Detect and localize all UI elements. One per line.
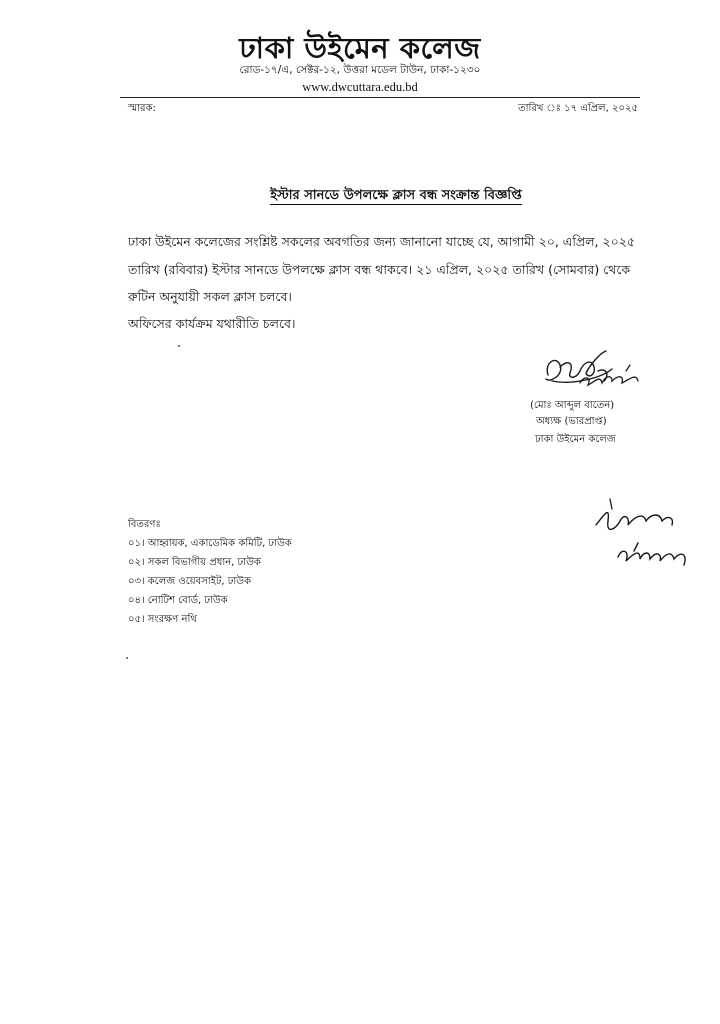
principal-signature: [540, 345, 660, 400]
distribution-item: ০১। আহ্বায়ক, একাডেমিক কমিটি, ঢাউক: [128, 538, 292, 549]
distribution-item: ০৫। সংরক্ষণ নথি: [128, 614, 197, 625]
handwritten-initials: [590, 495, 700, 585]
signatory-institution: ঢাকা উইমেন কলেজ: [535, 434, 616, 445]
distribution-item: ০৪। নোটিশ বোর্ড, ঢাউক: [128, 595, 228, 606]
signatory-name: (মোঃ আব্দুল বাতেন): [530, 400, 615, 411]
notice-body-line: তারিখ (রবিবার) ইস্টার সানডে উপলক্ষে ক্লাস বন্ধ থাকবে। ২১ এপ্রিল, ২০২৫ তারিখ (সোমবার) থেকে: [128, 262, 631, 277]
distribution-item: ০৩। কলেজ ওয়েবসাইট, ঢাউক: [128, 576, 252, 587]
institution-website: www.dwcuttara.edu.bd: [302, 80, 418, 94]
institution-address: রোড-১৭/এ, সেক্টর-১২, উত্তরা মডেল টাউন, ঢাকা-১২৩০: [239, 64, 481, 76]
signatory-designation: অধ্যক্ষ (ভারপ্রাপ্ত): [536, 416, 607, 427]
notice-body-line: ঢাকা উইমেন কলেজের সংশ্লিষ্ট সকলের অবগতির জন্য জানানো যাচ্ছে যে, আগামী ২০, এপ্রিল, ২০২৫: [128, 234, 635, 249]
scan-speck: [178, 345, 180, 347]
distribution-item: ০২। সকল বিভাগীয় প্রধান, ঢাউক: [128, 557, 261, 568]
header-divider: [120, 97, 640, 98]
distribution-heading: বিতরণঃ: [128, 519, 161, 530]
notice-date: তারিখ ঃ ১৭ এপ্রিল, ২০২৫: [518, 103, 638, 114]
scan-speck: [126, 657, 128, 659]
memo-label: স্মারক:: [128, 103, 156, 114]
notice-title-wrapper: [0, 186, 720, 207]
notice-body-line: রুটিন অনুযায়ী সকল ক্লাস চলবে।: [128, 289, 292, 304]
notice-body-line: অফিসের কার্যক্রম যথারীতি চলবে।: [128, 316, 296, 331]
notice-title: ইস্টার সানডে উপলক্ষে ক্লাস বন্ধ সংক্রান্ত বিজ্ঞপ্তি: [270, 188, 522, 203]
institution-name: ঢাকা উইমেন কলেজ: [239, 31, 481, 65]
